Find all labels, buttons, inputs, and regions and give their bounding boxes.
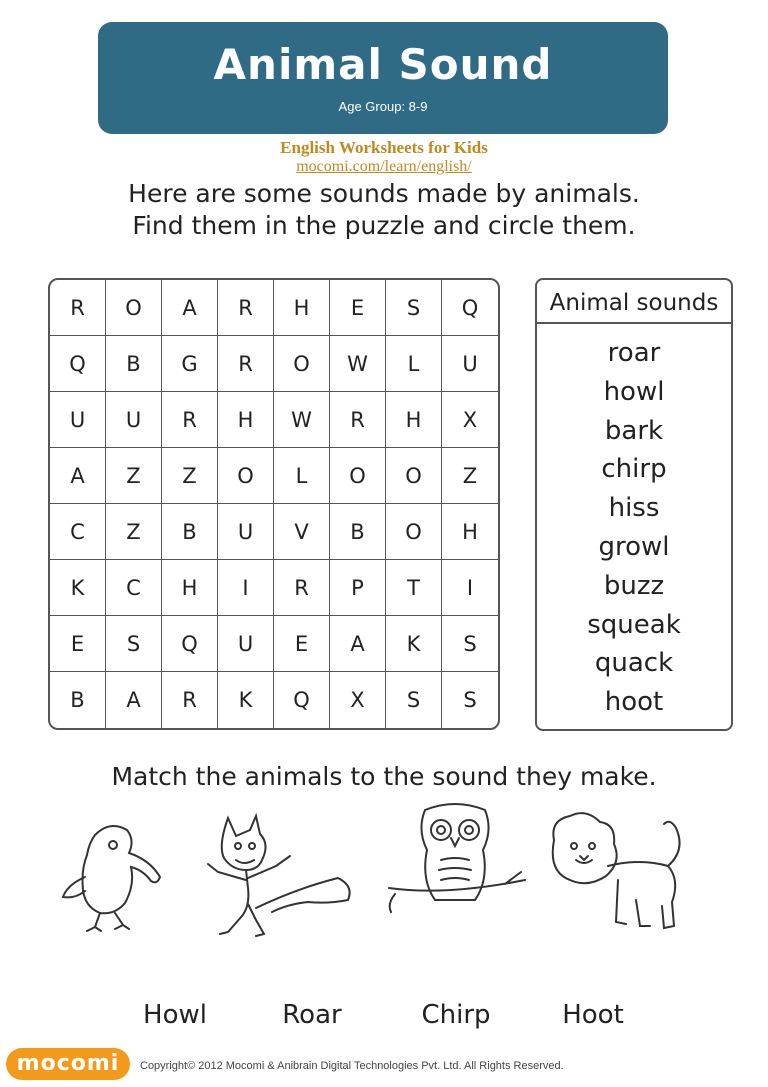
grid-cell[interactable]: B [50,672,106,728]
grid-cell[interactable]: H [162,560,218,616]
grid-cell[interactable]: O [218,448,274,504]
copyright-text: Copyright© 2012 Mocomi & Anibrain Digital Technologies Pvt. Ltd. All Rights Reserved. [140,1060,564,1072]
grid-cell[interactable]: B [106,336,162,392]
grid-cell[interactable]: A [330,616,386,672]
grid-cell[interactable]: O [274,336,330,392]
grid-cell[interactable]: P [330,560,386,616]
grid-cell[interactable]: A [50,448,106,504]
grid-cell[interactable]: A [106,672,162,728]
grid-cell[interactable]: Z [442,448,498,504]
mocomi-logo[interactable]: mocomi [6,1048,130,1080]
grid-cell[interactable]: V [274,504,330,560]
grid-cell[interactable]: Q [162,616,218,672]
grid-cell[interactable]: S [442,616,498,672]
wolf-icon [198,808,358,943]
grid-cell[interactable]: C [50,504,106,560]
match-heading: Match the animals to the sound they make. [111,762,657,791]
grid-cell[interactable]: K [386,616,442,672]
grid-cell[interactable]: R [162,392,218,448]
sound-label: Roar [282,1000,342,1030]
grid-cell[interactable]: L [386,336,442,392]
word-item: quack [594,648,674,679]
page-title: Animal Sound [213,40,553,89]
grid-cell[interactable]: I [442,560,498,616]
word-list-title: Animal sounds [537,280,731,324]
grid-cell[interactable]: W [330,336,386,392]
word-item: hiss [608,493,660,524]
instruction-line-2: Find them in the puzzle and circle them. [132,211,636,240]
grid-cell[interactable]: H [274,280,330,336]
word-item: howl [603,376,665,407]
word-item: roar [607,338,661,368]
owl-icon [385,800,530,920]
grid-cell[interactable]: Z [106,448,162,504]
grid-cell[interactable]: U [218,504,274,560]
grid-cell[interactable]: Q [274,672,330,728]
grid-cell[interactable]: Z [162,448,218,504]
grid-cell[interactable]: S [106,616,162,672]
grid-cell[interactable]: U [50,392,106,448]
sound-label: Chirp [421,1000,491,1030]
grid-cell[interactable]: S [463,688,477,712]
grid-cell[interactable]: Z [106,504,162,560]
grid-cell[interactable]: H [218,392,274,448]
bird-icon [55,815,165,935]
grid-cell[interactable]: X [330,672,386,728]
grid-cell[interactable]: C [106,560,162,616]
word-item: growl [598,531,670,562]
grid-cell[interactable]: K [218,672,274,728]
grid-cell[interactable]: S [386,672,442,728]
grid-cell[interactable]: U [218,616,274,672]
grid-cell[interactable]: O [330,448,386,504]
grid-cell[interactable]: R [274,560,330,616]
instructions [0,178,768,242]
grid-cell[interactable]: T [386,560,442,616]
grid-cell[interactable]: W [274,392,330,448]
grid-cell[interactable]: H [442,504,498,560]
grid-cell[interactable]: B [330,504,386,560]
grid-cell[interactable]: O [386,504,442,560]
grid-cell[interactable]: U [106,392,162,448]
grid-cell[interactable]: R [330,392,386,448]
grid-cell[interactable]: E [274,616,330,672]
grid-cell[interactable]: O [106,280,162,336]
word-item: squeak [587,609,681,640]
grid-cell[interactable]: A [162,280,218,336]
word-item: buzz [603,570,665,601]
grid-cell[interactable]: S [386,280,442,336]
word-item: bark [604,415,664,446]
instruction-line-1: Here are some sounds made by animals. [128,179,640,208]
grid-cell[interactable]: B [162,504,218,560]
sound-label: Howl [143,1000,207,1030]
grid-cell[interactable]: K [50,560,106,616]
grid-cell[interactable]: R [218,336,274,392]
site-link[interactable]: mocomi.com/learn/english/ [296,158,472,175]
grid-cell[interactable]: E [50,616,106,672]
word-list [537,324,731,722]
worksheet-subtitle: English Worksheets for Kids [280,138,488,157]
lion-icon [540,810,690,935]
title-banner [98,22,668,134]
grid-cell[interactable]: R [218,280,274,336]
word-search-grid [48,278,500,730]
grid-cell[interactable]: L [274,448,330,504]
grid-cell[interactable]: Q [442,280,498,336]
grid-cell[interactable]: Q [50,336,106,392]
word-item: hoot [604,687,664,718]
grid-cell[interactable]: X [442,392,498,448]
grid-cell[interactable]: H [386,392,442,448]
word-list-box [535,278,733,731]
age-group-label: Age Group: 8-9 [338,99,428,114]
grid-cell[interactable]: U [442,336,498,392]
grid-cell[interactable]: I [218,560,274,616]
grid-cell[interactable]: G [162,336,218,392]
grid-cell[interactable]: R [50,280,106,336]
grid-cell[interactable]: R [162,672,218,728]
sound-label: Hoot [562,1000,624,1030]
grid-cell[interactable]: O [386,448,442,504]
grid-cell[interactable]: E [330,280,386,336]
word-item: chirp [601,454,667,485]
